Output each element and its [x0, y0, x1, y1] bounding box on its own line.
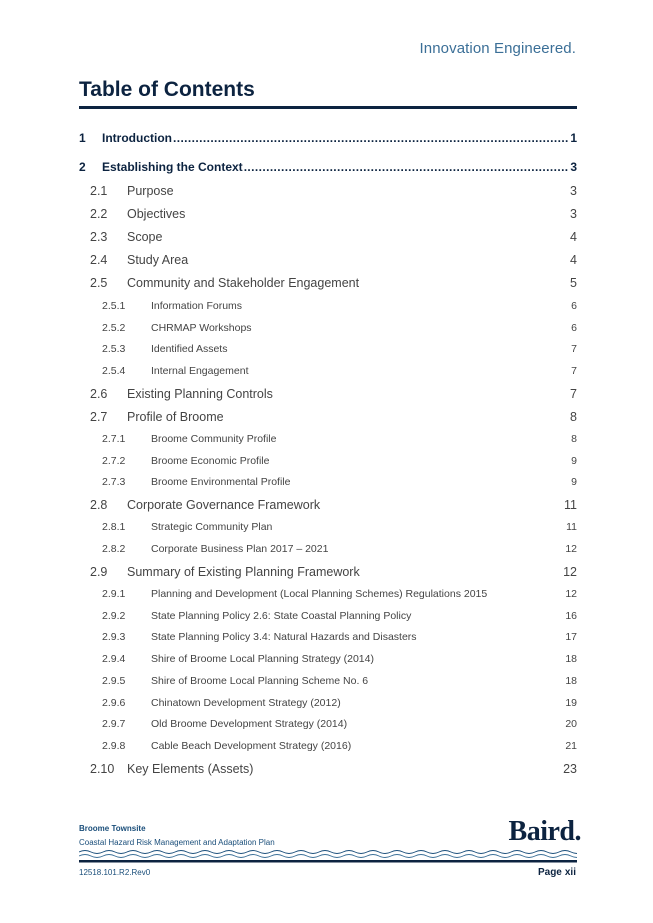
toc-entry-title: State Planning Policy 3.4: Natural Hazards and Disasters	[151, 631, 417, 643]
toc-entry-page: 3	[570, 207, 577, 221]
toc-entry-title: Broome Economic Profile	[151, 455, 270, 467]
toc-entry-page: 21	[565, 740, 577, 752]
toc-entry-title: State Planning Policy 2.6: State Coastal Planning Policy	[151, 610, 412, 622]
toc-entry-level-2[interactable]	[79, 207, 577, 221]
footer-project-name: Broome Townsite	[79, 824, 146, 833]
toc-entry-level-3[interactable]	[79, 740, 577, 752]
toc-entry-number: 2.6	[90, 387, 108, 401]
toc-entry-title: Community and Stakeholder Engagement	[127, 276, 360, 290]
toc-entry-page: 23	[563, 762, 577, 776]
page-number	[535, 867, 576, 878]
toc-entry-title: CHRMAP Workshops	[151, 322, 252, 334]
toc-entry-title: Key Elements (Assets)	[127, 762, 254, 776]
toc-entry-page: 20	[565, 718, 577, 730]
toc-entry-number: 2.5.1	[102, 300, 126, 312]
toc-entry-page: 16	[565, 610, 577, 622]
footer-project-subtitle: Coastal Hazard Risk Management and Adaptation Plan	[79, 838, 275, 847]
toc-entry-title: Objectives	[127, 207, 186, 221]
toc-entry-page: 12	[563, 565, 577, 579]
toc-entry-page: 1	[570, 131, 577, 145]
toc-entry-page: 6	[571, 322, 577, 334]
toc-entry-level-2[interactable]	[79, 184, 577, 198]
toc-entry-number: 2.9.2	[102, 610, 126, 622]
toc-entry-level-3[interactable]	[79, 365, 577, 377]
toc-entry-page: 17	[565, 631, 577, 643]
toc-entry-page: 3	[570, 160, 577, 174]
toc-entry-level-2[interactable]	[79, 276, 577, 290]
toc-entry-level-3[interactable]	[79, 343, 577, 355]
toc-entry-title: Cable Beach Development Strategy (2016)	[151, 740, 352, 752]
toc-entry-level-3[interactable]	[79, 455, 577, 467]
toc-entry-number: 2.7	[90, 410, 108, 424]
toc-entry-level-2[interactable]	[79, 387, 577, 401]
toc-entry-page: 7	[570, 387, 577, 401]
toc-entry-level-3[interactable]	[79, 476, 577, 488]
toc-entry-title: Identified Assets	[151, 343, 228, 355]
toc-entry-number: 2.7.3	[102, 476, 126, 488]
toc-entry-level-3[interactable]	[79, 588, 577, 600]
toc-entry-page: 12	[565, 543, 577, 555]
toc-entry-page: 8	[571, 433, 577, 445]
toc-entry-number: 2.8	[90, 498, 108, 512]
toc-entry-number: 1	[79, 131, 86, 145]
toc-entry-number: 2.7.2	[102, 455, 126, 467]
toc-entry-page: 12	[565, 588, 577, 600]
toc-entry-number: 2.9.1	[102, 588, 126, 600]
toc-entry-title: Shire of Broome Local Planning Scheme No. 6	[151, 675, 369, 687]
toc-entry-level-3[interactable]	[79, 653, 577, 665]
wave-divider-icon	[79, 849, 577, 865]
toc-entry-number: 2	[79, 160, 86, 174]
toc-entry-page: 9	[571, 455, 577, 467]
toc-entry-number: 2.9.6	[102, 697, 126, 709]
toc-entry-level-3[interactable]	[79, 543, 577, 555]
toc-entry-page: 6	[571, 300, 577, 312]
toc-entry-level-3[interactable]	[79, 322, 577, 334]
toc-entry-number: 2.9.7	[102, 718, 126, 730]
toc-entry-page: 7	[571, 365, 577, 377]
toc-entry-title: Profile of Broome	[127, 410, 224, 424]
toc-dot-leader	[173, 131, 568, 145]
toc-entry-page: 3	[570, 184, 577, 198]
toc-entry-level-2[interactable]	[79, 565, 577, 579]
toc-entry-number: 2.5.3	[102, 343, 126, 355]
toc-entry-title: Corporate Business Plan 2017 – 2021	[151, 543, 329, 555]
toc-entry-level-2[interactable]	[79, 498, 577, 512]
toc-entry-number: 2.9	[90, 565, 108, 579]
toc-entry-number: 2.5	[90, 276, 108, 290]
toc-entry-page: 4	[570, 253, 577, 267]
toc-entry-title: Old Broome Development Strategy (2014)	[151, 718, 348, 730]
toc-entry-level-3[interactable]	[79, 718, 577, 730]
toc-entry-number: 2.1	[90, 184, 108, 198]
toc-entry-title: Scope	[127, 230, 163, 244]
toc-entry-number: 2.10	[90, 762, 115, 776]
toc-entry-level-2[interactable]	[79, 230, 577, 244]
toc-entry-title: Introduction	[102, 131, 172, 145]
toc-entry-level-1[interactable]	[79, 160, 577, 174]
baird-logo: Baird.	[508, 816, 581, 847]
document-reference: 12518.101.R2.Rev0	[79, 868, 151, 877]
toc-entry-title: Corporate Governance Framework	[127, 498, 321, 512]
toc-entry-title: Purpose	[127, 184, 174, 198]
page-label: Page	[537, 867, 562, 878]
toc-entry-level-2[interactable]	[79, 762, 577, 776]
toc-entry-title: Information Forums	[151, 300, 243, 312]
toc-entry-page: 9	[571, 476, 577, 488]
toc-entry-number: 2.8.1	[102, 521, 126, 533]
toc-entry-page: 18	[565, 653, 577, 665]
toc-entry-page: 19	[565, 697, 577, 709]
toc-entry-page: 4	[570, 230, 577, 244]
toc-entry-number: 2.5.4	[102, 365, 126, 377]
toc-entry-level-3[interactable]	[79, 675, 577, 687]
toc-entry-page: 18	[565, 675, 577, 687]
toc-entry-title: Broome Environmental Profile	[151, 476, 291, 488]
toc-entry-level-3[interactable]	[79, 433, 577, 445]
toc-entry-title: Summary of Existing Planning Framework	[127, 565, 360, 579]
toc-entry-number: 2.9.4	[102, 653, 126, 665]
toc-entry-page: 11	[564, 498, 577, 512]
toc-entry-number: 2.9.3	[102, 631, 126, 643]
toc-entry-title: Chinatown Development Strategy (2012)	[151, 697, 341, 709]
toc-entry-number: 2.8.2	[102, 543, 126, 555]
toc-entry-title: Broome Community Profile	[151, 433, 277, 445]
title-divider	[79, 106, 577, 109]
toc-entry-title: Internal Engagement	[151, 365, 249, 377]
toc-entry-level-3[interactable]	[79, 610, 577, 622]
toc-entry-number: 2.9.8	[102, 740, 126, 752]
toc-entry-number: 2.3	[90, 230, 108, 244]
page-title: Table of Contents	[79, 78, 255, 101]
toc-entry-number: 2.4	[90, 253, 108, 267]
toc-entry-title: Shire of Broome Local Planning Strategy (2014)	[151, 653, 374, 665]
company-tagline: Innovation Engineered.	[419, 40, 576, 57]
toc-entry-page: 5	[570, 276, 577, 290]
toc-entry-title: Planning and Development (Local Planning Schemes) Regulations 2015	[151, 588, 488, 600]
toc-entry-level-1[interactable]	[79, 131, 577, 145]
toc-entry-page: 8	[570, 410, 577, 424]
toc-dot-leader	[244, 160, 569, 174]
toc-entry-number: 2.2	[90, 207, 108, 221]
toc-entry-level-2[interactable]	[79, 253, 577, 267]
toc-entry-level-3[interactable]	[79, 521, 577, 533]
toc-entry-title: Study Area	[127, 253, 189, 267]
toc-entry-title: Existing Planning Controls	[127, 387, 273, 401]
toc-entry-number: 2.5.2	[102, 322, 126, 334]
toc-entry-level-3[interactable]	[79, 697, 577, 709]
toc-entry-title: Establishing the Context	[102, 160, 243, 174]
toc-entry-level-2[interactable]	[79, 410, 577, 424]
toc-entry-page: 7	[571, 343, 577, 355]
toc-entry-level-3[interactable]	[79, 300, 577, 312]
toc-entry-page: 11	[566, 521, 577, 533]
toc-entry-title: Strategic Community Plan	[151, 521, 273, 533]
toc-entry-number: 2.7.1	[102, 433, 126, 445]
toc-entry-level-3[interactable]	[79, 631, 577, 643]
toc-entry-number: 2.9.5	[102, 675, 126, 687]
page-number-value: xii	[564, 867, 576, 878]
